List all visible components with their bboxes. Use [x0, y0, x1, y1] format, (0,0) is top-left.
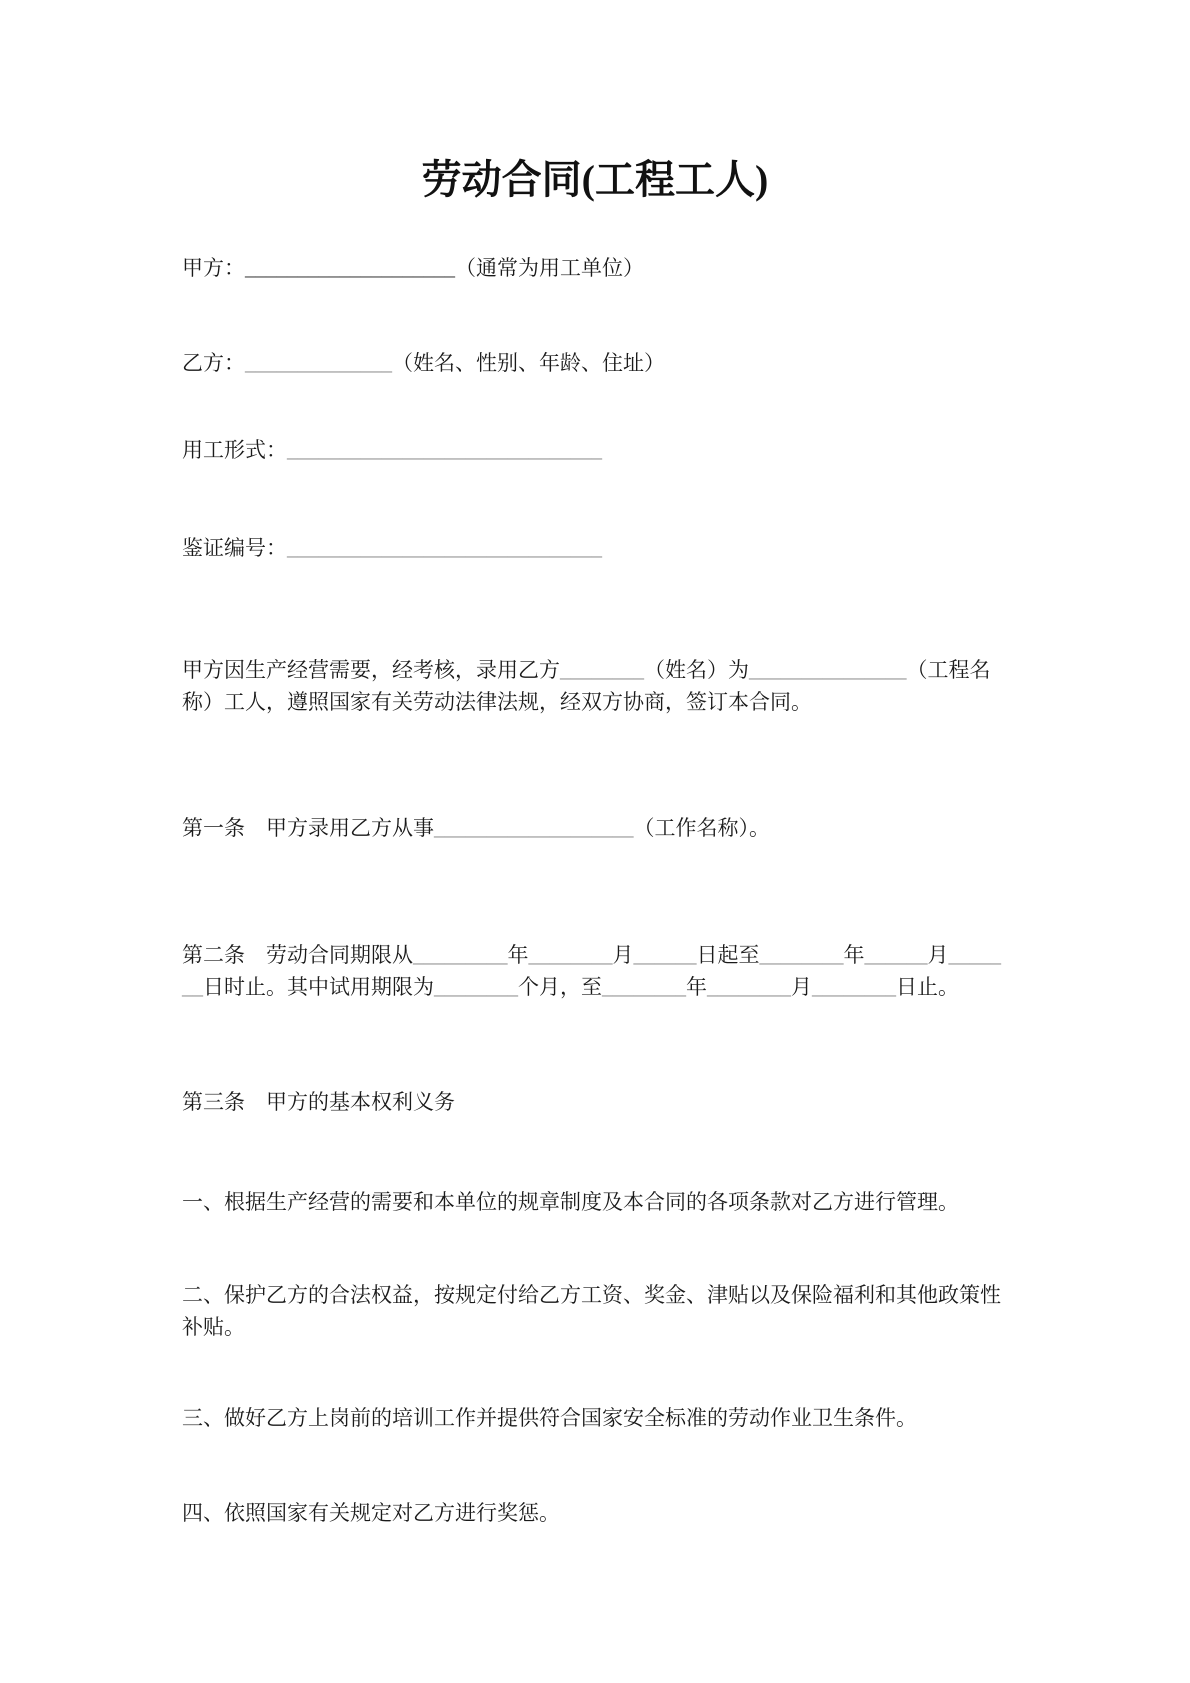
fill-in-blank: ______ [864, 943, 928, 967]
fill-in-blank: ____________________ [245, 256, 455, 280]
text-run: 二、保护乙方的合法权益，按规定付给乙方工资、奖金、津贴以及保险福利和其他政策性 [182, 1283, 1001, 1307]
fill-in-blank: ________ [434, 975, 518, 999]
certification-number-line [182, 532, 602, 564]
article-3-item-3 [182, 1402, 917, 1434]
fill-in-blank: ______________________________ [287, 536, 602, 560]
document-title: 劳动合同(工程工人) [421, 157, 769, 202]
party-b-line [182, 347, 665, 379]
text-run: （姓名、性别、年龄、住址） [392, 351, 665, 375]
text-run: 乙方： [182, 351, 245, 375]
text-run: 称）工人，遵照国家有关劳动法律法规，经双方协商，签订本合同。 [182, 690, 812, 714]
article-3-item-2 [182, 1279, 1001, 1343]
text-run: 第一条 甲方录用乙方从事 [182, 816, 434, 840]
text-line [182, 812, 770, 844]
fill-in-blank: ________ [528, 943, 613, 967]
text-run: 补贴。 [182, 1315, 245, 1339]
text-line [182, 1311, 1001, 1343]
text-run: 年 [843, 943, 865, 967]
text-line [182, 686, 991, 718]
text-run: 月 [612, 943, 634, 967]
text-run: 日止。 [896, 975, 959, 999]
fill-in-blank: ________ [707, 975, 791, 999]
text-line [182, 252, 644, 284]
text-line [182, 1402, 917, 1434]
text-run: （通常为用工单位） [455, 256, 644, 280]
employment-form-line [182, 434, 602, 466]
article-3-item-1 [182, 1186, 959, 1218]
text-line [182, 434, 602, 466]
fill-in-blank: ________ [812, 975, 896, 999]
text-run: （姓名）为 [644, 658, 749, 682]
article-1 [182, 812, 770, 844]
article-3-item-4 [182, 1497, 560, 1529]
fill-in-blank: ________ [560, 658, 644, 682]
text-run: 甲方因生产经营需要，经考核，录用乙方 [182, 658, 560, 682]
text-run: （工作名称）。 [633, 816, 770, 840]
fill-in-blank: __ [182, 975, 203, 999]
text-line [182, 939, 1001, 971]
fill-in-blank: ______ [633, 943, 697, 967]
fill-in-blank: _______________ [749, 658, 907, 682]
text-line [182, 1497, 560, 1529]
fill-in-blank: ______________________________ [287, 438, 602, 462]
text-run: 第三条 甲方的基本权利义务 [182, 1090, 455, 1114]
text-run: 日时止。其中试用期限为 [203, 975, 434, 999]
preamble [182, 654, 991, 718]
text-run: 甲方： [182, 256, 245, 280]
text-run: 日起至 [696, 943, 760, 967]
text-line [182, 532, 602, 564]
article-2 [182, 939, 1001, 1003]
text-run: 月 [927, 943, 949, 967]
text-line [182, 1086, 455, 1118]
text-run: （工程名 [906, 658, 991, 682]
text-run: 三、做好乙方上岗前的培训工作并提供符合国家安全标准的劳动作业卫生条件。 [182, 1406, 917, 1430]
fill-in-blank: ________ [602, 975, 686, 999]
text-run: 个月，至 [518, 975, 602, 999]
fill-in-blank: _________ [413, 943, 508, 967]
text-line [182, 1186, 959, 1218]
text-line [182, 654, 991, 686]
text-run: 一、根据生产经营的需要和本单位的规章制度及本合同的各项条款对乙方进行管理。 [182, 1190, 959, 1214]
text-run: 第二条 劳动合同期限从 [182, 943, 413, 967]
text-run: 月 [791, 975, 812, 999]
fill-in-blank: ______________ [245, 351, 392, 375]
fill-in-blank: ________ [759, 943, 844, 967]
text-line [182, 347, 665, 379]
text-line [182, 1279, 1001, 1311]
text-run: 年 [507, 943, 529, 967]
text-run: 鉴证编号： [182, 536, 287, 560]
text-line [182, 971, 1001, 1003]
text-run: 年 [686, 975, 707, 999]
fill-in-blank: ___________________ [434, 816, 634, 840]
text-run: 用工形式： [182, 438, 287, 462]
article-3-heading [182, 1086, 455, 1118]
fill-in-blank: _____ [948, 943, 1001, 967]
text-run: 四、依照国家有关规定对乙方进行奖惩。 [182, 1501, 560, 1525]
party-a-line [182, 252, 644, 284]
